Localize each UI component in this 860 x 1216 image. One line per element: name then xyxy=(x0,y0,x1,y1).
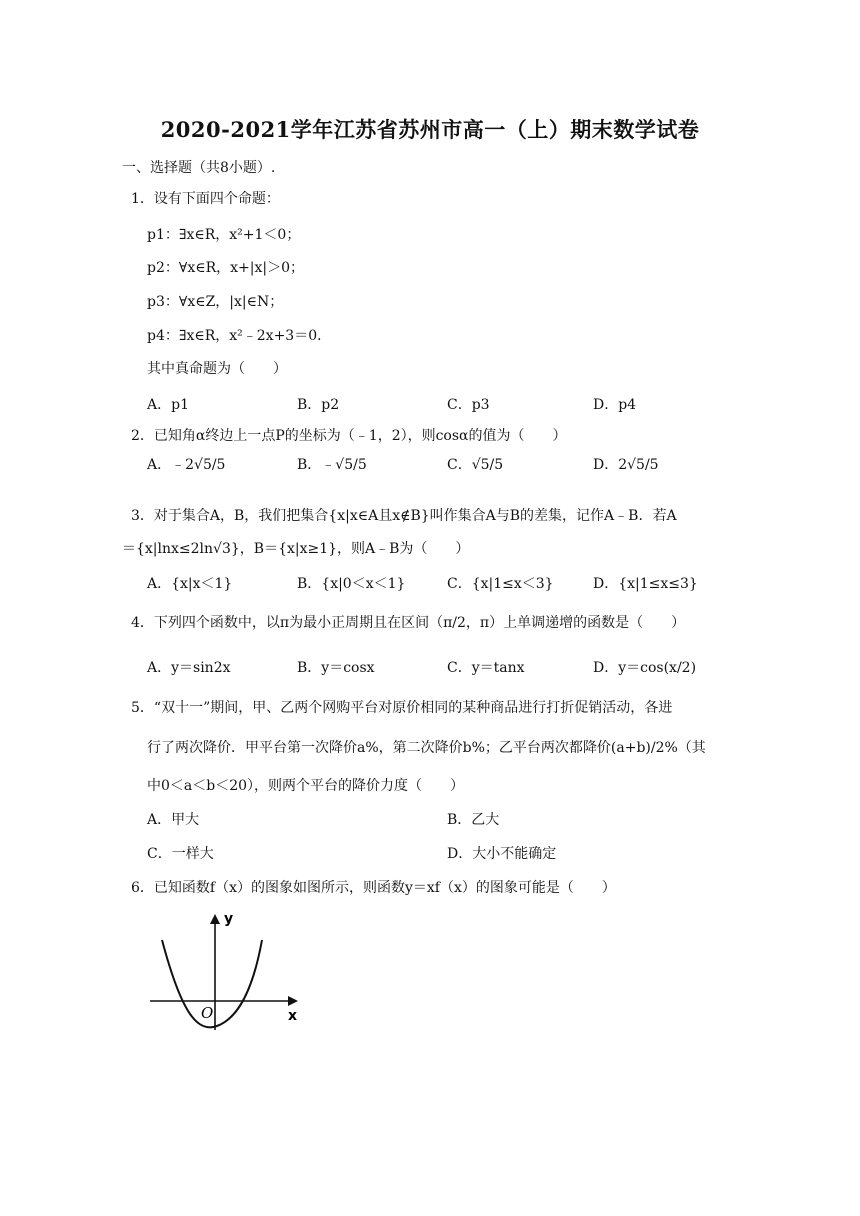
q1-option-d[interactable]: D．p4 xyxy=(593,397,637,413)
q1-option-c[interactable]: C．p3 xyxy=(447,397,490,413)
q5-option-a[interactable]: A．甲大 xyxy=(147,812,200,828)
question-5-line-1: 5．“双十一”期间，甲、乙两个网购平台对原价相同的某种商品进行打折促销活动，各进 xyxy=(131,700,673,716)
proposition-p4-text: p4：∃x∈R，x²﹣2x+3＝0． xyxy=(147,328,332,344)
proposition-p1 xyxy=(147,225,300,245)
q5-option-d[interactable]: D．大小不能确定 xyxy=(447,846,557,862)
q3-option-d[interactable]: D．{x|1≤x≤3} xyxy=(593,576,698,592)
question-3-line-1: 3．对于集合A，B，我们把集合{x|x∈A且x∉B}叫作集合A与B的差集，记作A﹣B．若A xyxy=(131,508,677,524)
q4-option-c[interactable]: C．y＝tanx xyxy=(447,660,525,676)
question-6-stem: 6．已知函数f（x）的图象如图所示，则函数y＝xf（x）的图象可能是（ ） xyxy=(131,880,616,896)
question-2-stem: 2．已知角α终边上一点P的坐标为（﹣1，2），则cosα的值为（ ） xyxy=(131,428,567,444)
proposition-p4 xyxy=(147,326,331,346)
q3-option-b[interactable]: B．{x|0＜x＜1} xyxy=(297,576,406,592)
q2-option-d[interactable]: D．2√5/5 xyxy=(593,457,659,473)
q2-option-b[interactable]: B．﹣√5/5 xyxy=(297,457,367,473)
section-heading: 一、选择题（共8小题）. xyxy=(122,160,276,176)
y-axis-arrow xyxy=(210,914,220,924)
q3-option-c[interactable]: C．{x|1≤x＜3} xyxy=(447,576,554,592)
question-4-stem: 4．下列四个函数中，以π为最小正周期且在区间（π/2，π）上单调递增的函数是（ ） xyxy=(131,615,686,631)
q4-option-a[interactable]: A．y＝sin2x xyxy=(147,660,231,676)
proposition-p3-text: p3：∀x∈Z，|x|∈N； xyxy=(147,294,284,310)
q2-option-c[interactable]: C．√5/5 xyxy=(447,457,504,473)
q1-option-a[interactable]: A．p1 xyxy=(147,397,189,413)
page-title: 2020-2021学年江苏省苏州市高一（上）期末数学试卷 xyxy=(160,117,700,142)
q3-option-a[interactable]: A．{x|x＜1} xyxy=(147,576,233,592)
question-3-line-2: ＝{x|lnx≤2ln√3}，B＝{x|x≥1}，则A﹣B为（ ） xyxy=(122,541,470,557)
q5-option-b[interactable]: B．乙大 xyxy=(447,812,500,828)
proposition-p1-text: p1：∃x∈R，x²+1＜0； xyxy=(147,227,301,243)
question-1-stem: 1．设有下面四个命题： xyxy=(131,191,280,207)
x-axis-arrow xyxy=(288,996,298,1006)
q1-option-b[interactable]: B．p2 xyxy=(297,397,340,413)
proposition-p3 xyxy=(147,292,283,312)
question-1-ask: 其中真命题为（ ） xyxy=(147,361,287,377)
question-5-line-3: 中0＜a＜b＜20），则两个平台的降价力度（ ） xyxy=(147,778,465,794)
q5-option-c[interactable]: C．一样大 xyxy=(147,846,214,862)
proposition-p2-text: p2：∀x∈R，x+|x|＞0； xyxy=(147,260,304,276)
q4-option-b[interactable]: B．y＝cosx xyxy=(297,660,375,676)
x-axis-label: x xyxy=(288,1008,298,1024)
q4-option-d[interactable]: D．y＝cos(x/2) xyxy=(593,660,697,676)
proposition-p2 xyxy=(147,258,304,278)
y-axis-label: y xyxy=(224,911,234,927)
q2-option-a[interactable]: A．﹣2√5/5 xyxy=(147,457,226,473)
function-graph-figure xyxy=(140,905,310,1035)
origin-label: O xyxy=(201,1004,214,1022)
question-5-line-2: 行了两次降价．甲平台第一次降价a%，第二次降价b%；乙平台两次都降价(a+b)/2%（其 xyxy=(147,740,706,756)
